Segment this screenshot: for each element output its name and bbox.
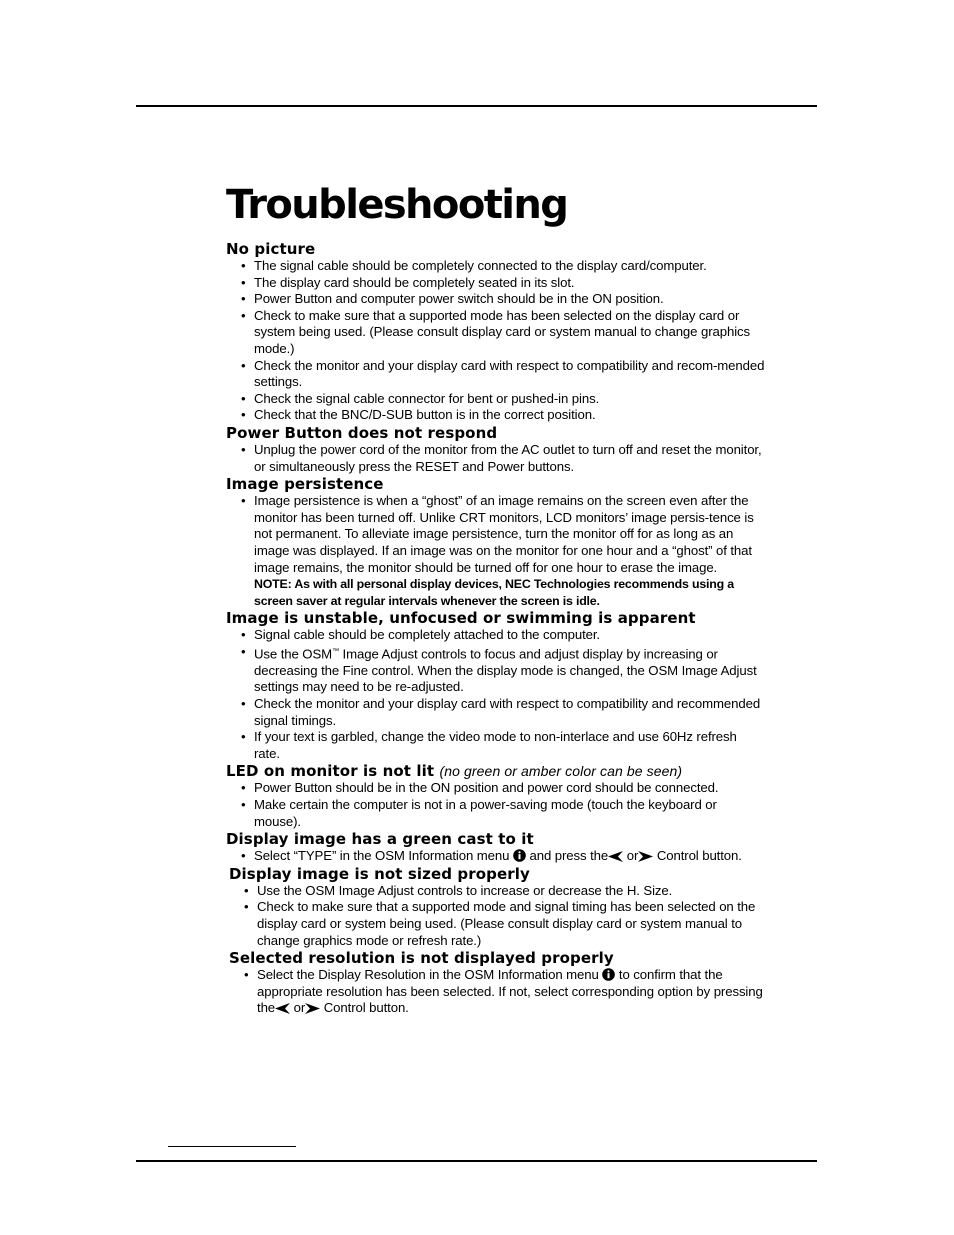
info-icon: [513, 849, 526, 862]
section-heading: Display image has a green cast to it: [226, 830, 534, 849]
section-green-cast: [226, 830, 766, 865]
list-item: • Select the Display Resolution in the OSM Information menu to confirm that the appropriate resolution has been selected. If not, select corresponding option by pressing the or Control button.: [244, 967, 763, 1016]
list-item: • Power Button should be in the ON position and power cord should be connected.: [241, 780, 719, 796]
right-arrow-icon: [305, 1003, 320, 1014]
heading-note: (no green or amber color can be seen): [439, 763, 683, 780]
list-item: • Check to make sure that a supported mode and signal timing has been selected on the display card or system being used. (Please consult display card or system manual to change graphics mode or refresh rate.): [244, 899, 756, 948]
footer-rule: [168, 1146, 296, 1147]
section-heading: Power Button does not respond: [226, 423, 498, 442]
section-image-unstable: [226, 609, 766, 762]
section-heading: Selected resolution is not displayed properly: [229, 949, 614, 968]
section-image-persistence: [226, 475, 766, 609]
list-item: • If your text is garbled, change the video mode to non-interlace and use 60Hz refresh rate.: [241, 729, 737, 761]
section-not-sized: [226, 865, 766, 949]
trademark-symbol: ™: [332, 647, 339, 655]
list-item: • The signal cable should be completely connected to the display card/computer.: [241, 258, 707, 273]
list-item: • Image persistence is when a “ghost” of an image remains on the screen even after the monitor has been turned off. Unlike CRT monitors, LCD monitors’ image persis-tence is not permanent. To alleviate image persistence, turn the monitor off for as long as an image was displayed. If an image was on the monitor for one hour and a “ghost” of that image remains, the monitor should be turned off for one hour to erase the image.: [241, 493, 754, 575]
list-item: • Use the OSM™ Image Adjust controls to focus and adjust display by increasing or decreasing the Fine control. When the display mode is changed, the OSM Image Adjust settings may need to be re-adjusted.: [241, 643, 757, 695]
list-item: • Check the monitor and your display card with respect to compatibility and recom-mended settings.: [241, 357, 765, 390]
section-heading: Image is unstable, unfocused or swimming is apparent: [226, 609, 696, 628]
list-item: • Signal cable should be completely attached to the computer.: [241, 627, 600, 643]
list-item: • Check to make sure that a supported mode has been selected on the display card or system being used. (Please consult display card or system manual to change graphics mode.): [241, 307, 751, 356]
troubleshooting-content: [226, 240, 766, 1017]
section-heading: Display image is not sized properly: [229, 864, 530, 883]
section-resolution: [226, 949, 766, 1017]
left-arrow-icon: [608, 851, 623, 862]
note-text: NOTE: As with all personal display devices, NEC Technologies recommends using a screen saver at regular intervals whenever the screen is idle.: [254, 577, 734, 608]
list-item: • Power Button and computer power switch should be in the ON position.: [241, 291, 664, 307]
bottom-rule: [136, 1160, 817, 1162]
list-item: • Make certain the computer is not in a power-saving mode (touch the keyboard or mouse).: [241, 797, 717, 829]
list-item: • Check the monitor and your display card with respect to compatibility and recommended signal timings.: [241, 696, 761, 728]
list-item: • Unplug the power cord of the monitor from the AC outlet to turn off and reset the monitor, or simultaneously press the RESET and Power buttons.: [241, 441, 762, 474]
info-icon: [602, 968, 615, 981]
section-no-picture: [226, 240, 766, 424]
section-heading: No picture: [226, 240, 316, 258]
left-arrow-icon: [275, 1003, 290, 1014]
section-heading: LED on monitor is not lit (no green or amber color can be seen): [226, 762, 683, 781]
list-item: • The display card should be completely seated in its slot.: [241, 274, 575, 290]
top-rule: [136, 105, 817, 107]
page-title: Troubleshooting: [226, 182, 568, 228]
list-item: • Use the OSM Image Adjust controls to increase or decrease the H. Size.: [244, 882, 673, 898]
section-led-not-lit: [226, 762, 766, 830]
section-heading: Image persistence: [226, 475, 384, 494]
section-power-button: [226, 424, 766, 475]
list-item: • Check that the BNC/D-SUB button is in the correct position.: [241, 407, 596, 423]
list-item: • Select “TYPE” in the OSM Information menu and press the or Control button.: [241, 848, 742, 864]
list-item: • Check the signal cable connector for bent or pushed-in pins.: [241, 390, 600, 406]
right-arrow-icon: [638, 851, 653, 862]
